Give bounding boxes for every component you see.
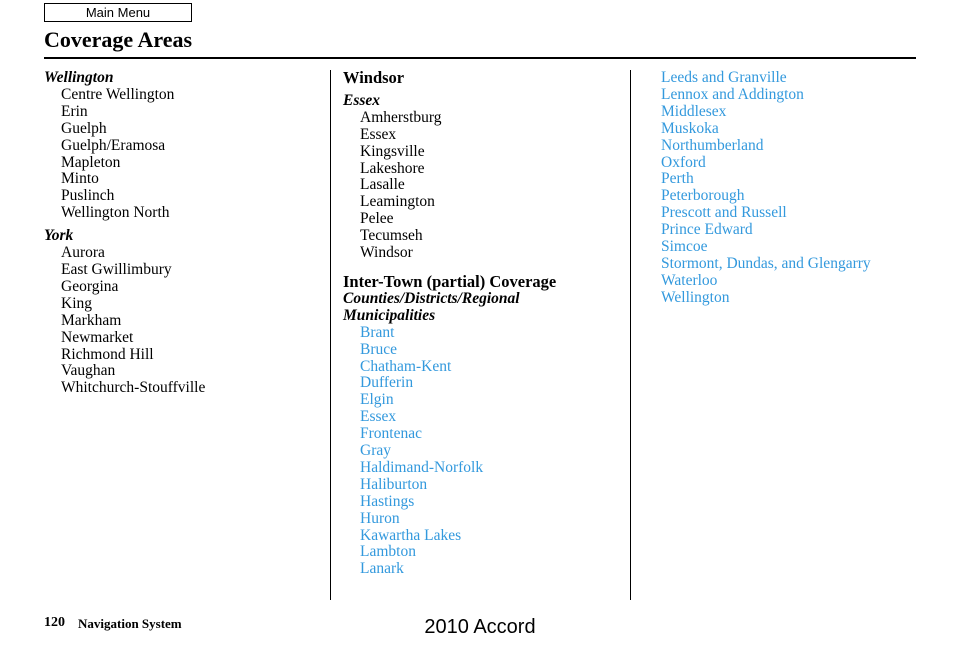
column-2: [343, 70, 623, 578]
coverage-link[interactable]: Prescott and Russell: [661, 204, 787, 222]
coverage-link[interactable]: Dufferin: [360, 374, 414, 392]
column-divider: [330, 70, 331, 600]
list-item: Essex: [360, 125, 397, 143]
coverage-link[interactable]: Perth: [661, 170, 694, 188]
list-item: Richmond Hill: [61, 345, 154, 363]
list-item: Erin: [61, 102, 88, 120]
list-item: Windsor: [360, 244, 413, 262]
coverage-link[interactable]: Haliburton: [360, 475, 428, 493]
coverage-link[interactable]: Middlesex: [661, 102, 727, 120]
coverage-link[interactable]: Lambton: [360, 543, 416, 561]
page-title: Coverage Areas: [44, 27, 193, 52]
list-item: Puslinch: [61, 187, 115, 205]
inter-town-subtitle-line2: Municipalities: [343, 306, 436, 324]
column-3: [661, 70, 931, 307]
coverage-link[interactable]: Gray: [360, 442, 391, 460]
list-item: King: [61, 294, 92, 312]
coverage-link[interactable]: Simcoe: [661, 238, 708, 256]
section-title-inter-town: Inter-Town (partial) Coverage: [343, 271, 557, 291]
list-item: Whitchurch-Stouffville: [61, 379, 206, 397]
coverage-link[interactable]: Northumberland: [661, 136, 764, 154]
list-item: Centre Wellington: [61, 85, 175, 103]
coverage-link[interactable]: Waterloo: [661, 271, 718, 289]
list-item: Guelph/Eramosa: [61, 136, 166, 154]
list-item: Minto: [61, 170, 99, 188]
group-label-york: York: [44, 227, 74, 245]
coverage-link[interactable]: Lanark: [360, 560, 404, 578]
coverage-link[interactable]: Muskoka: [661, 119, 719, 137]
group-label-wellington: Wellington: [44, 69, 114, 86]
coverage-link[interactable]: Chatham-Kent: [360, 357, 452, 375]
list-item: Tecumseh: [360, 227, 423, 245]
coverage-link[interactable]: Prince Edward: [661, 221, 753, 239]
group-label-essex: Essex: [343, 91, 381, 109]
coverage-link[interactable]: Haldimand-Norfolk: [360, 458, 484, 476]
coverage-link[interactable]: Elgin: [360, 391, 394, 409]
watermark: 2010 Accord: [424, 616, 536, 638]
list-item: East Gwillimbury: [61, 260, 172, 278]
coverage-link[interactable]: Leeds and Granville: [661, 69, 787, 86]
coverage-link[interactable]: Wellington: [661, 288, 730, 306]
list-item: Mapleton: [61, 153, 121, 171]
wellington-list: [44, 87, 324, 222]
coverage-link[interactable]: Hastings: [360, 492, 415, 510]
coverage-link[interactable]: Brant: [360, 323, 395, 341]
section-title-windsor: Windsor: [343, 68, 405, 87]
list-item: Lasalle: [360, 176, 405, 194]
coverage-link[interactable]: Frontenac: [360, 425, 422, 443]
list-item: Vaughan: [61, 362, 116, 380]
page-number: 120: [44, 615, 65, 630]
coverage-link[interactable]: Oxford: [661, 153, 706, 171]
essex-list: [343, 110, 623, 262]
list-item: Kingsville: [360, 142, 425, 160]
list-item: Guelph: [61, 119, 107, 137]
list-item: Markham: [61, 311, 122, 329]
inter-town-subtitle-line1: Counties/Districts/Regional: [343, 289, 520, 307]
coverage-link[interactable]: Essex: [360, 408, 397, 426]
list-item: Aurora: [61, 244, 105, 262]
york-list: [44, 245, 324, 397]
column-1: [44, 70, 324, 397]
coverage-link[interactable]: Lennox and Addington: [661, 85, 804, 103]
list-item: Amherstburg: [360, 108, 442, 126]
list-item: Wellington North: [61, 204, 170, 222]
coverage-link[interactable]: Bruce: [360, 340, 398, 358]
list-item: Newmarket: [61, 328, 134, 346]
coverage-link[interactable]: Peterborough: [661, 187, 745, 205]
inter-town-links: [343, 325, 623, 579]
list-item: Georgina: [61, 277, 119, 295]
coverage-link[interactable]: Stormont, Dundas, and Glengarry: [661, 254, 871, 272]
coverage-link[interactable]: Huron: [360, 509, 400, 527]
column-divider: [630, 70, 631, 600]
list-item: Leamington: [360, 193, 435, 211]
title-divider: [44, 57, 916, 59]
main-menu-button[interactable]: Main Menu: [44, 3, 192, 22]
list-item: Pelee: [360, 210, 394, 228]
coverage-link[interactable]: Kawartha Lakes: [360, 526, 462, 544]
list-item: Lakeshore: [360, 159, 425, 177]
footer-section-label: Navigation System: [78, 616, 182, 631]
